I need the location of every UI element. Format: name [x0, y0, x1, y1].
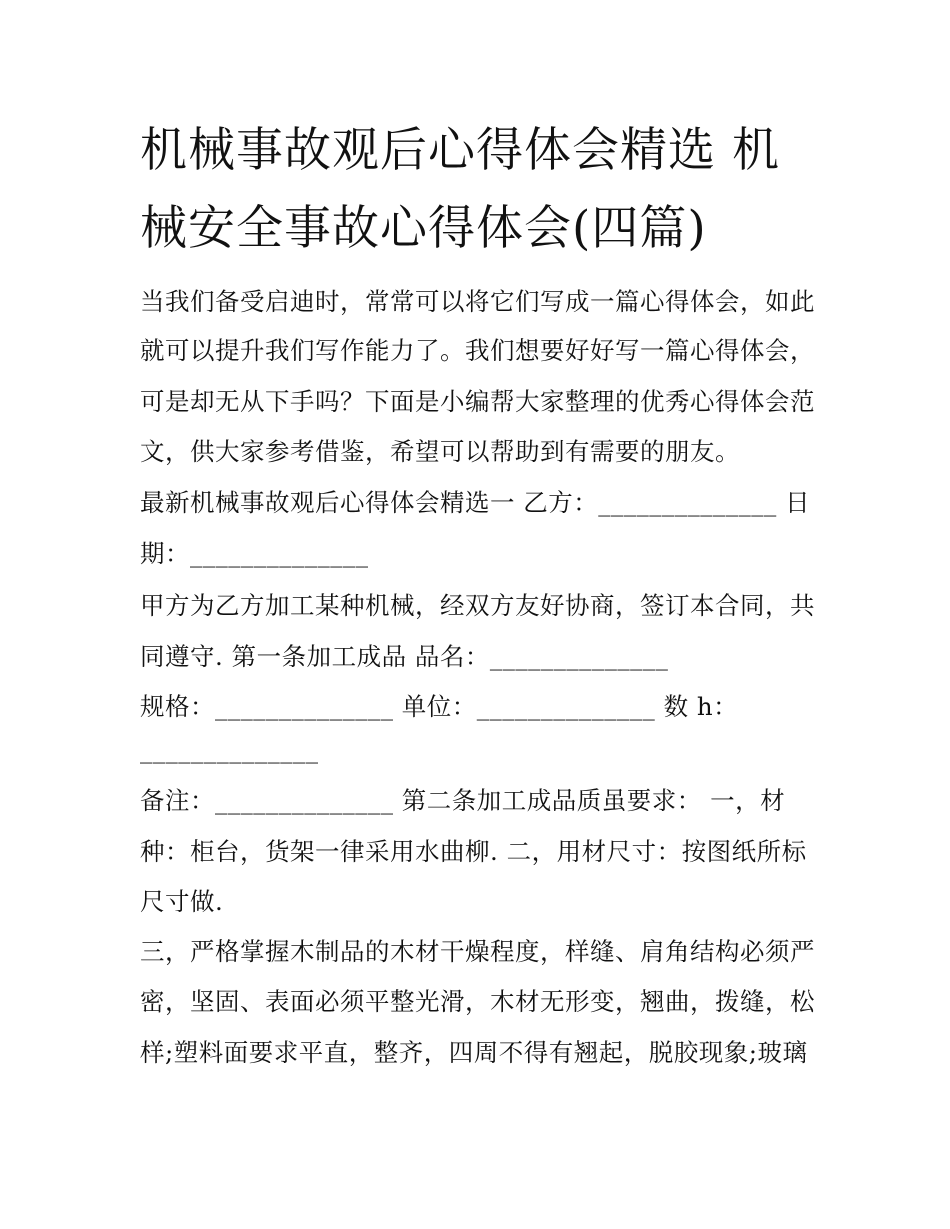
title-line-1: 机械事故观后心得体会精选 机: [140, 123, 780, 178]
remarks-line-2: 种：柜台，货架一律采用水曲柳. 二，用材尺寸：按图纸所标: [140, 837, 807, 866]
intro-line-2: 就可以提升我们写作能力了。我们想要好好写一篇心得体会，: [140, 336, 815, 365]
intro-line-1: 当我们备受启迪时，常常可以将它们写成一篇心得体会，如此: [140, 287, 815, 316]
spec-line-2: ______________: [140, 735, 319, 764]
remarks-line-1: 备注：______________ 第二条加工成品质虽要求： 一，材: [140, 786, 786, 815]
intro-line-3: 可是却无从下手吗？下面是小编帮大家整理的优秀心得体会范: [140, 387, 815, 416]
title-line-2: 械安全事故心得体会(四篇): [140, 201, 707, 256]
contract-heading-line-2: 期：______________: [140, 539, 369, 568]
clause-three-line-1: 三，严格掌握木制品的木材干燥程度，样缝、肩角结构必须严: [140, 937, 815, 966]
document-title: [140, 112, 820, 268]
remarks-line-3: 尺寸做.: [140, 887, 224, 916]
clause-three-line-3: 样;塑料面要求平直，整齐，四周不得有翘起，脱胶现象;玻璃: [140, 1038, 808, 1067]
contract-preamble-line-2: 同遵守. 第一条加工成品 品名：______________: [140, 642, 669, 671]
spec-line-1: 规格：______________ 单位：______________ 数 h：: [140, 692, 739, 721]
contract-preamble-line-1: 甲方为乙方加工某种机械，经双方友好协商，签订本合同，共: [140, 591, 815, 620]
intro-line-4: 文，供大家参考借鉴，希望可以帮助到有需要的朋友。: [140, 437, 740, 466]
contract-heading-line-1: 最新机械事故观后心得体会精选一 乙方：______________ 日: [140, 488, 811, 517]
clause-three-line-2: 密，坚固、表面必须平整光滑，木材无形变，翘曲，拨缝，松: [140, 987, 815, 1016]
